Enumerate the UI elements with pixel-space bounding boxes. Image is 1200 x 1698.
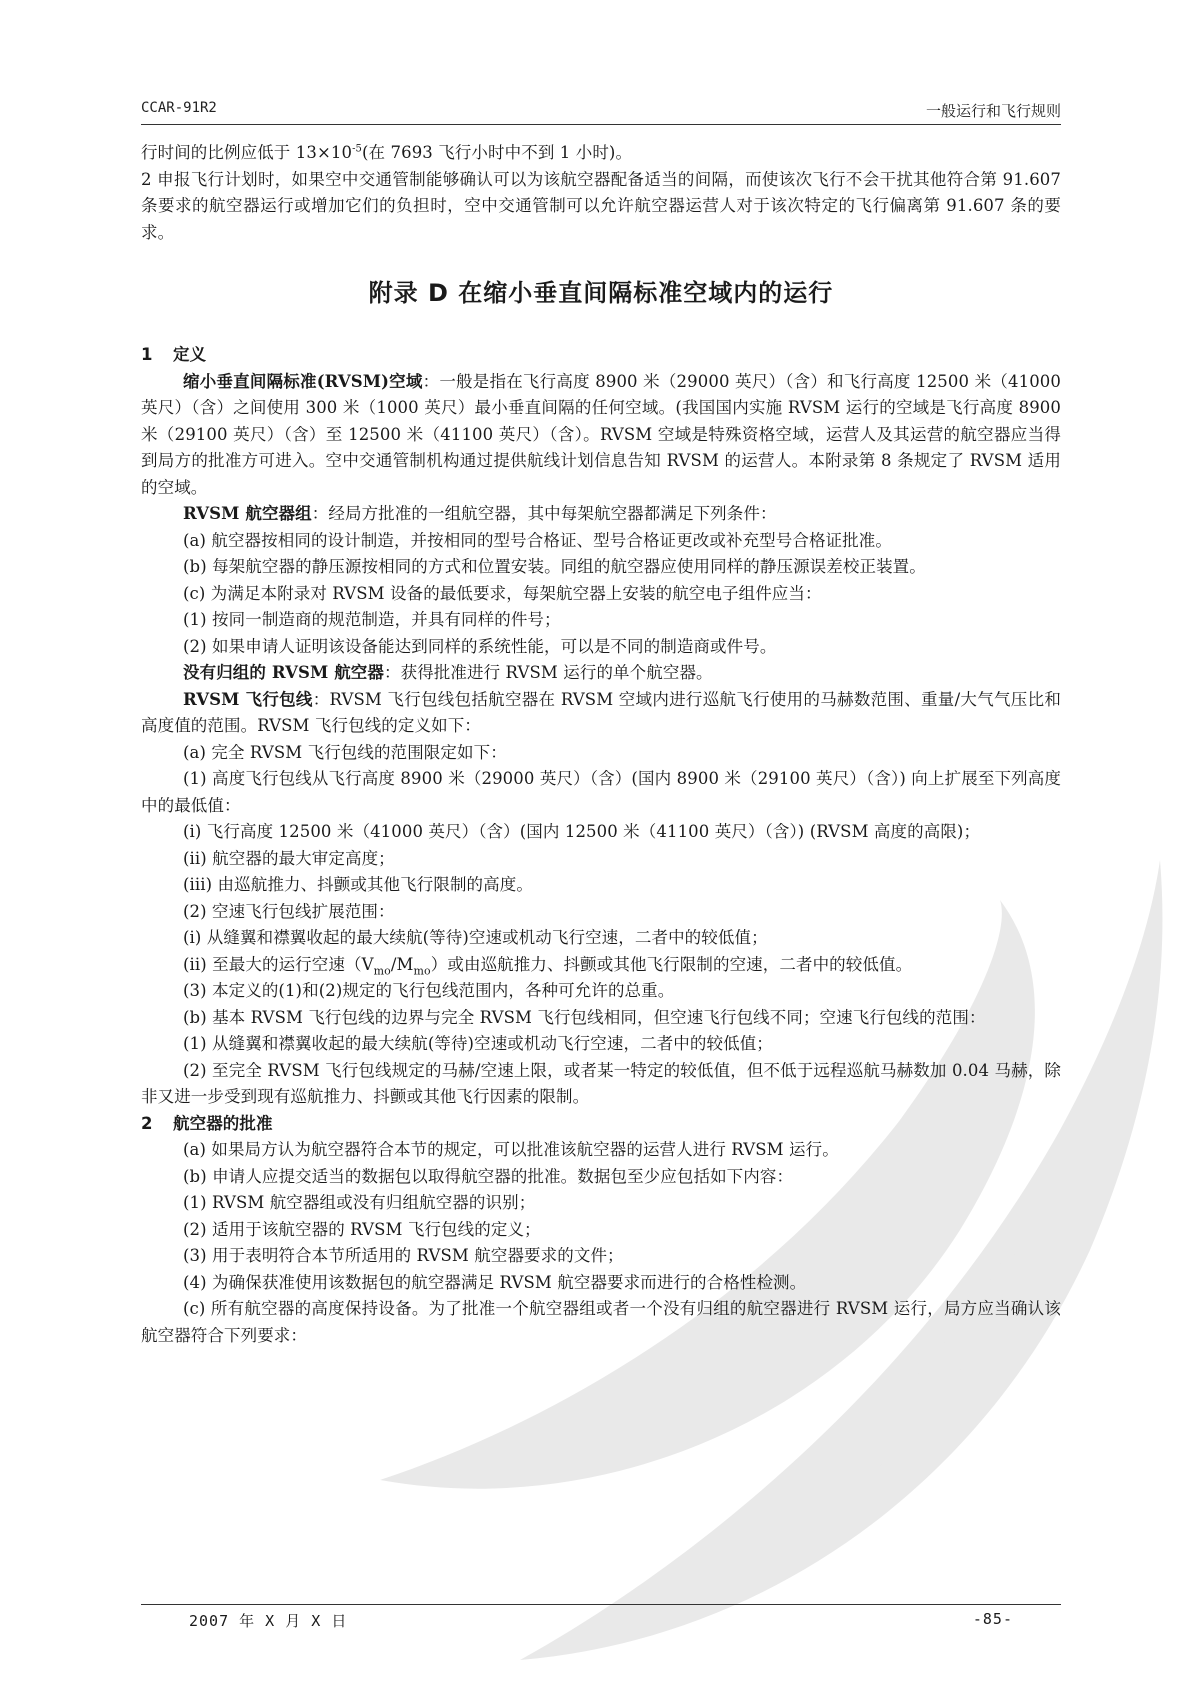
list-item: (b) 每架航空器的静压源按相同的方式和位置安装。同组的航空器应使用同样的静压源误差校正装置。 (183, 557, 926, 576)
list-item: (a) 航空器按相同的设计制造，并按相同的型号合格证、型号合格证更改或补充型号合格证批准。 (183, 530, 892, 550)
page-footer (141, 1610, 1061, 1632)
list-item: (1) 高度飞行包线从飞行高度 8900 米（29000 英尺）（含）(国内 8900 米（29100 英尺）（含）) 向上扩展至下列高度中的最低值： (141, 769, 1061, 815)
list-item: (b) 申请人应提交适当的数据包以取得航空器的批准。数据包至少应包括如下内容： (183, 1166, 794, 1186)
list-item: (4) 为确保获准使用该数据包的航空器满足 RVSM 航空器要求而进行的合格性检测。 (183, 1272, 807, 1292)
carryover-line: 行时间的比例应低于 $13\times 10^{-5}$(在 7693 飞行小时中不到 1 小时)。 (141, 143, 633, 162)
list-item: (3) 用于表明符合本节所适用的 RVSM 航空器要求的文件； (183, 1246, 624, 1265)
definition-rvsm-group: RVSM 航空器组：经局方批准的一组航空器，其中每架航空器都满足下列条件： (183, 504, 777, 523)
footer-rule (141, 1604, 1061, 1605)
document-body (141, 140, 1061, 1349)
regulation-code: CCAR-91R2 (141, 100, 217, 116)
issue-date: 2007 年 X 月 X 日 (189, 1612, 348, 1630)
list-item: (3) 本定义的(1)和(2)规定的飞行包线范围内，各种可允许的总重。 (183, 981, 675, 1000)
list-item: (b) 基本 RVSM 飞行包线的边界与完全 RVSM 飞行包线相同，但空速飞行包线不同；空速飞行包线的范围： (183, 1007, 986, 1027)
list-item: (i) 从缝翼和襟翼收起的最大续航(等待)空速或机动飞行空速，二者中的较低值； (183, 928, 768, 947)
appendix-title: 附录 D 在缩小垂直间隔标准空域内的运行 (368, 279, 834, 307)
list-item: (1) 从缝翼和襟翼收起的最大续航(等待)空速或机动飞行空速，二者中的较低值； (183, 1034, 773, 1053)
definition-rvsm-airspace: 缩小垂直间隔标准(RVSM)空域：一般是指在飞行高度 8900 米（29000 英尺）（含）和飞行高度 12500 米（41000 英尺）（含）之间使用 300 米（1000 英尺）最小垂直间隔的任何空域。(我国国内实施 RVSM 运行的空域是飞行高度 8900 米（29100 英尺）（含）至 12500 米（41100 英尺）（含）。RVSM 空域是特殊资格空域，运营人及其运营的航空器应当得到局方的批准方可进入。空中交通管制机构通过提供航线计划信息告知 RVSM 的运营人。本附录第 8 条规定了 RVSM 适用的空域。 (141, 371, 1061, 497)
list-item: (2) 适用于该航空器的 RVSM 飞行包线的定义； (183, 1219, 541, 1239)
carryover-paragraph: 2 申报飞行计划时，如果空中交通管制能够确认可以为该航空器配备适当的间隔，而使该次飞行不会干扰其他符合第 91.607 条要求的航空器运行或增加它们的负担时，空中交通管制可以允许航空器运营人对于该次特定的飞行偏离第 91.607 条的要求。 (141, 169, 1061, 242)
section-heading-1: 1 定义 (141, 345, 207, 364)
regulation-title: 一般运行和飞行规则 (925, 102, 1061, 120)
list-item: (c) 所有航空器的高度保持设备。为了批准一个航空器组或者一个没有归组的航空器进行 RVSM 运行，局方应当确认该航空器符合下列要求： (141, 1299, 1061, 1345)
list-item: (1) 按同一制造商的规范制造，并具有同样的件号； (183, 610, 561, 629)
section-heading-2: 2 航空器的批准 (141, 1113, 273, 1133)
list-item: (a) 完全 RVSM 飞行包线的范围限定如下： (183, 742, 507, 762)
definition-nongroup-aircraft: 没有归组的 RVSM 航空器：获得批准进行 RVSM 运行的单个航空器。 (183, 663, 713, 682)
header-rule (141, 124, 1061, 125)
list-item: (1) RVSM 航空器组或没有归组航空器的识别； (183, 1193, 536, 1212)
list-item: (a) 如果局方认为航空器符合本节的规定，可以批准该航空器的运营人进行 RVSM 运行。 (183, 1140, 839, 1159)
list-item: (2) 空速飞行包线扩展范围： (183, 901, 395, 921)
list-item: (c) 为满足本附录对 RVSM 设备的最低要求，每架航空器上安装的航空电子组件应当： (183, 583, 822, 603)
list-item: (iii) 由巡航推力、抖颤或其他飞行限制的高度。 (183, 875, 533, 894)
definition-flight-envelope: RVSM 飞行包线：RVSM 飞行包线包括航空器在 RVSM 空域内进行巡航飞行使用的马赫数范围、重量/大气气压比和高度值的范围。RVSM 飞行包线的定义如下： (141, 689, 1061, 735)
page-number: -85- (972, 1610, 1013, 1628)
list-item: (ii) 航空器的最大审定高度； (183, 848, 395, 868)
list-item: (ii) 至最大的运行空速$(V_{mo}/M_{mo})$或由巡航推力、抖颤或其他飞行限制的空速，二者中的较低值。 (183, 954, 913, 977)
page-header (141, 100, 1061, 122)
list-item: (2) 如果申请人证明该设备能达到同样的系统性能，可以是不同的制造商或件号。 (183, 636, 777, 656)
list-item: (i) 飞行高度 12500 米（41000 英尺）（含）(国内 12500 米（41100 英尺）（含）) (RVSM 高度的高限)； (183, 822, 981, 841)
list-item: (2) 至完全 RVSM 飞行包线规定的马赫/空速上限，或者某一特定的较低值，但不低于远程巡航马赫数加 0.04 马赫，除非又进一步受到现有巡航推力、抖颤或其他飞行因素的限制。 (141, 1060, 1061, 1106)
